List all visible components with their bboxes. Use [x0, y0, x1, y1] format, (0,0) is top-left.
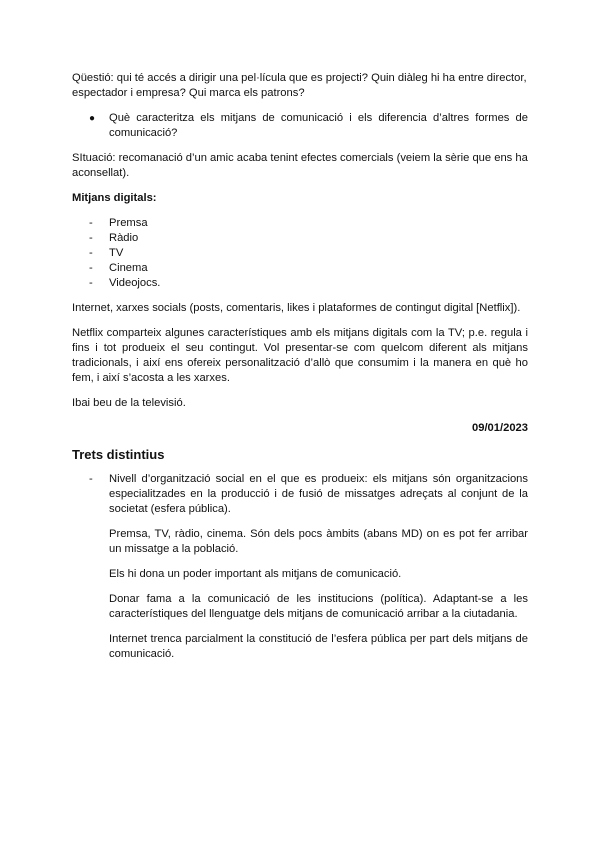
netflix-paragraph: Netflix comparteix algunes característiques amb els mitjans digitals com la TV; p.e. regula i fins i tot produeix el seu contingut. Vol presentar-se com quelcom diferent als mitjans tradicionals, i així ens ofereix personalització d’allò que consumim i la manera en què ho fem, i així s’acosta a les xarxes. [72, 327, 528, 384]
dash-icon: - [89, 247, 93, 259]
dash-icon: - [89, 262, 93, 274]
bullet-icon: ● [89, 113, 96, 124]
question-paragraph: Qüestió: qui té accés a dirigir una pel·lícula que es projecti? Quin diàleg hi ha entre director, espectador i empresa? Qui marca els patrons? [72, 72, 527, 99]
trets-paragraph: Donar fama a la comunicació de les institucions (política). Adaptant-se a les característiques del llenguatge dels mitjans de comunicació arribar a la ciutadania. [109, 593, 528, 620]
date-label: 09/01/2023 [472, 422, 528, 434]
list-item [89, 231, 528, 246]
trets-paragraph: Premsa, TV, ràdio, cinema. Són dels pocs àmbits (abans MD) on es pot fer arribar un missatge a la població. [109, 528, 528, 555]
trets-list-item [89, 472, 528, 672]
bullet-item [89, 111, 528, 141]
digital-media-list [72, 216, 528, 291]
dash-icon: - [89, 232, 93, 244]
trets-paragraph: Internet trenca parcialment la constitució de l’esfera pública per part dels mitjans de comunicació. [109, 633, 528, 660]
digital-media-heading: Mitjans digitals: [72, 192, 157, 204]
internet-paragraph: Internet, xarxes socials (posts, comentaris, likes i plataformes de contingut digital [Netflix]). [72, 302, 521, 314]
bullet-text: Què caracteritza els mitjans de comunicació i els diferencia d’altres formes de comunicació? [109, 112, 528, 139]
dash-icon: - [89, 217, 93, 229]
list-item [89, 261, 528, 276]
list-item [89, 246, 528, 261]
trets-body [109, 472, 528, 672]
list-item-text: Premsa [109, 217, 148, 229]
section-heading: Trets distintius [72, 447, 165, 462]
list-item [89, 216, 528, 231]
list-item-text: Videojocs. [109, 277, 161, 289]
list-item [89, 276, 528, 291]
dash-icon: - [89, 473, 93, 485]
dash-icon: - [89, 277, 93, 289]
document-page [72, 71, 528, 672]
trets-paragraph: Els hi dona un poder important als mitjans de comunicació. [109, 568, 402, 580]
list-item-text: Ràdio [109, 232, 139, 244]
ibai-paragraph: Ibai beu de la televisió. [72, 397, 186, 409]
list-item-text: Cinema [109, 262, 148, 274]
situation-paragraph: SItuació: recomanació d’un amic acaba tenint efectes comercials (veiem la sèrie que ens ha aconsellat). [72, 152, 528, 179]
list-item-text: TV [109, 247, 124, 259]
trets-paragraph: Nivell d’organització social en el que es produeix: els mitjans són organitzacions especialitzades en la producció i de fusió de missatges adreçats al conjunt de la societat (esfera pública). [109, 473, 528, 515]
